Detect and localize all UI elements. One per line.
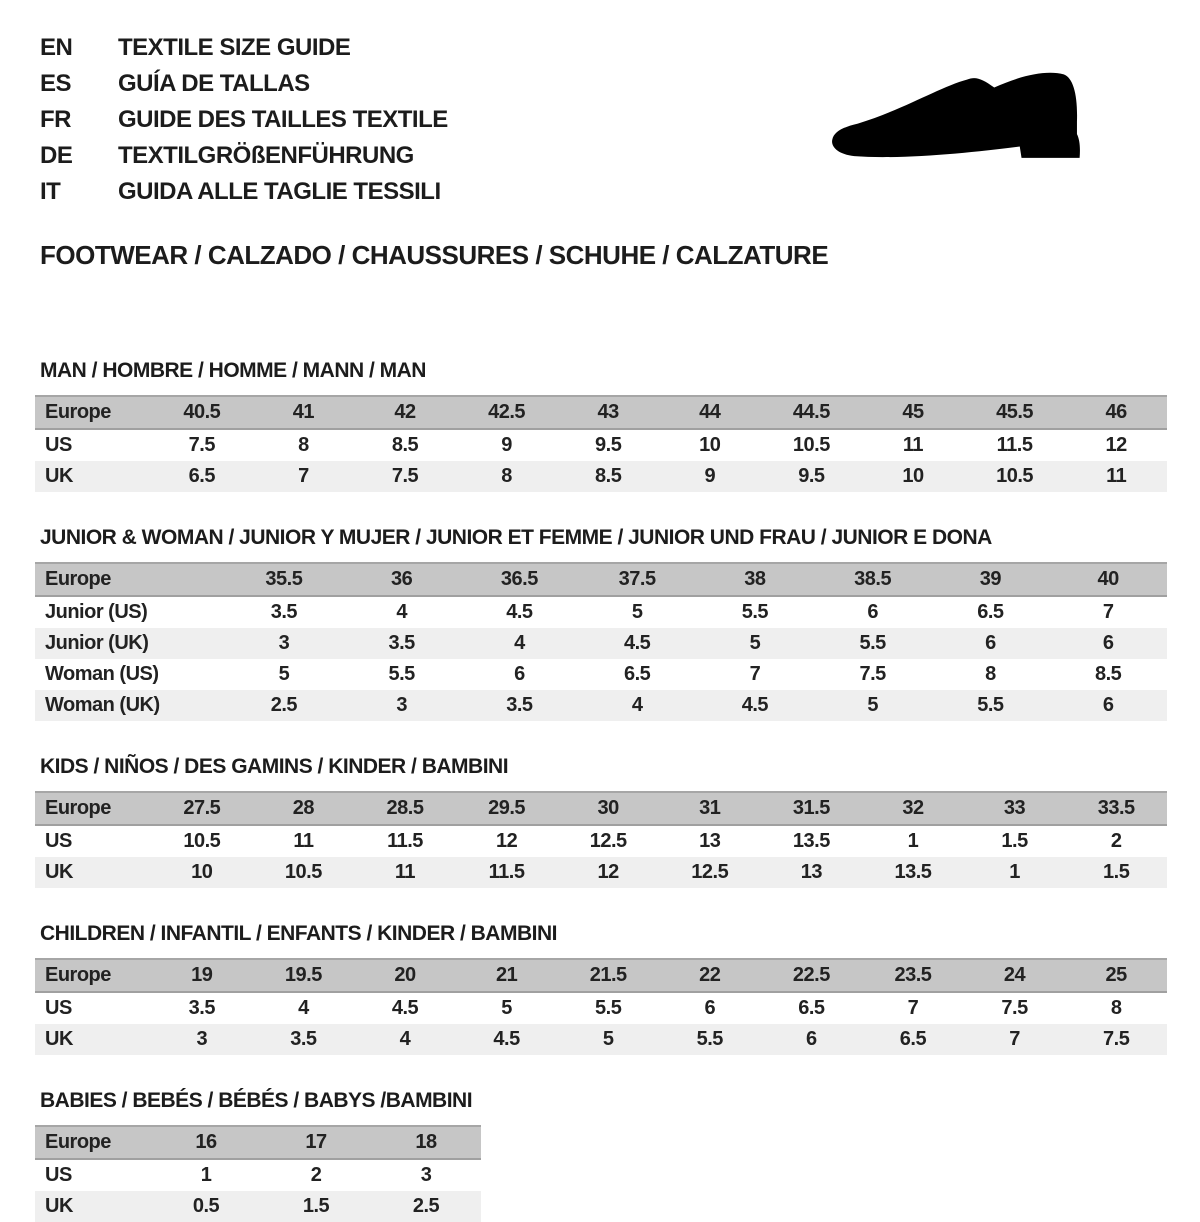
size-cell: 11.5 [996,434,1033,456]
table-row-children-uk [35,1024,1167,1055]
size-cell: 4 [514,632,525,654]
size-cell: 31 [659,792,761,825]
table-row-man-us [35,429,1167,461]
size-cell: 6.5 [623,663,651,685]
size-cell: 29.5 [456,792,558,825]
language-title: GUIDE DES TAILLES TEXTILE [118,106,448,133]
size-cell: 18 [371,1126,481,1159]
size-cell: 33 [964,792,1066,825]
size-cell: 12 [1105,434,1127,456]
section-title-babies: BABIES / BEBÉS / BÉBÉS / BABYS /BAMBINI [40,1089,473,1112]
row-label: Europe [35,792,151,825]
size-cell: 28 [253,792,355,825]
size-cell: 35.5 [225,563,343,596]
size-cell: 6 [985,632,996,654]
size-cell: 4 [396,601,407,623]
size-cell: 19 [151,959,253,992]
size-cell: 3 [278,632,290,654]
section-title-man: MAN / HOMBRE / HOMME / MANN / MAN [40,359,426,382]
row-label: US [45,434,72,456]
size-cell: 7 [298,465,309,487]
size-cell: 5 [602,1028,614,1050]
size-cell: 4.5 [741,694,769,716]
language-code: EN [40,34,73,61]
size-cell: 31.5 [761,792,863,825]
size-cell: 1.5 [1001,830,1028,852]
table-row-babies-us [35,1159,481,1191]
size-cell: 11.5 [488,861,525,883]
table-row-kids-us [35,825,1167,857]
size-cell: 36 [343,563,461,596]
size-cell: 21.5 [557,959,659,992]
size-cell: 5.5 [595,997,622,1019]
size-cell: 6 [806,1028,817,1050]
size-cell: 22 [659,959,761,992]
row-label: UK [45,1028,73,1050]
size-cell: 38.5 [814,563,932,596]
size-cell: 1.5 [1103,861,1130,883]
size-cell: 13 [699,830,721,852]
row-label: Woman (US) [45,663,159,685]
size-section-children [35,922,1200,1055]
size-cell: 36.5 [461,563,579,596]
size-cell: 6.5 [899,1028,927,1050]
size-cell: 42 [354,396,456,429]
size-cell: 8.5 [1094,663,1122,685]
size-table-man [35,395,1167,492]
size-section-junior-woman [35,526,1200,721]
size-cell: 9.5 [595,434,622,456]
size-cell: 4 [298,997,309,1019]
size-cell: 3.5 [388,632,415,654]
size-cell: 3.5 [188,997,215,1019]
size-cell: 16 [151,1126,261,1159]
size-cell: 7.5 [188,434,215,456]
size-cell: 24 [964,959,1066,992]
size-cell: 11 [394,861,416,883]
size-cell: 22.5 [761,959,863,992]
size-cell: 32 [862,792,964,825]
language-code: IT [40,178,61,205]
size-cell: 8 [985,663,996,685]
table-row-babies-uk [35,1191,481,1222]
table-row-kids-uk [35,857,1167,888]
table-row-kids-europe [35,792,1167,825]
row-label: Woman (UK) [45,694,160,716]
size-table-children [35,958,1167,1055]
section-title-kids: KIDS / NIÑOS / DES GAMINS / KINDER / BAMBINI [40,755,509,778]
size-cell: 6.5 [977,601,1004,623]
size-cell: 13.5 [894,861,932,883]
size-cell: 30 [557,792,659,825]
category-title: FOOTWEAR / CALZADO / CHAUSSURES / SCHUHE / CALZATURE [40,240,829,270]
size-cell: 11 [293,830,314,852]
size-cell: 12 [597,861,619,883]
size-cell: 37.5 [578,563,696,596]
size-cell: 10 [191,861,213,883]
size-cell: 6 [1102,632,1114,654]
size-cell: 8.5 [391,434,419,456]
size-cell: 7 [1009,1028,1020,1050]
size-cell: 13 [800,861,822,883]
size-cell: 3.5 [506,694,533,716]
size-table-kids [35,791,1167,888]
size-cell: 2 [1110,830,1122,852]
table-row-children-us [35,992,1167,1024]
row-label: Europe [35,396,151,429]
size-cell: 5.5 [741,601,769,623]
language-title: TEXTILGRÖßENFÜHRUNG [118,142,414,169]
table-row-junior-woman-woman-uk- [35,690,1167,721]
size-cell: 10.5 [284,861,322,883]
size-cell: 7.5 [859,663,886,685]
size-cell: 21 [456,959,558,992]
size-cell: 43 [557,396,659,429]
size-cell: 5 [501,997,512,1019]
size-cell: 7.5 [1103,1028,1130,1050]
size-cell: 3 [196,1028,208,1050]
table-row-children-europe [35,959,1167,992]
row-label: US [45,1164,72,1186]
language-code: DE [40,142,73,169]
size-cell: 7 [907,997,919,1019]
size-cell: 6 [1102,694,1114,716]
size-cell: 10.5 [183,830,221,852]
row-label: US [45,830,72,852]
size-cell: 41 [253,396,355,429]
section-title-junior-woman: JUNIOR & WOMAN / JUNIOR Y MUJER / JUNIOR ET FEMME / JUNIOR UND FRAU / JUNIOR E DONA [40,526,992,549]
size-cell: 7 [749,663,761,685]
size-cell: 5.5 [859,632,886,654]
size-cell: 9 [704,465,716,487]
size-cell: 8.5 [595,465,622,487]
size-cell: 10 [902,465,924,487]
size-cell: 11 [1106,465,1127,487]
size-cell: 4 [399,1028,411,1050]
table-row-junior-woman-europe [35,563,1167,596]
size-cell: 3.5 [290,1028,317,1050]
size-cell: 2 [310,1164,322,1186]
dress-shoe-icon [806,62,1142,194]
size-cell: 42.5 [456,396,558,429]
size-cell: 38 [696,563,814,596]
table-row-babies-europe [35,1126,481,1159]
size-cell: 6 [704,997,716,1019]
size-cell: 4.5 [623,632,651,654]
row-label: UK [45,861,73,883]
table-row-junior-woman-junior-uk- [35,628,1167,659]
size-cell: 6 [514,663,525,685]
size-cell: 5.5 [977,694,1004,716]
row-label: UK [45,1195,73,1217]
size-cell: 40.5 [151,396,253,429]
size-cell: 4.5 [391,997,419,1019]
table-row-junior-woman-junior-us- [35,596,1167,628]
size-cell: 8 [1110,997,1122,1019]
size-section-man [35,359,1200,492]
size-cell: 1 [200,1164,212,1186]
size-cell: 3 [420,1164,432,1186]
size-cell: 8 [501,465,512,487]
size-section-babies [35,1089,1200,1222]
size-cell: 39 [932,563,1050,596]
size-table-junior-woman [35,562,1167,721]
size-cell: 27.5 [151,792,253,825]
size-cell: 1 [907,830,919,852]
size-cell: 44 [659,396,761,429]
size-cell: 11 [902,434,924,456]
table-row-junior-woman-woman-us- [35,659,1167,690]
table-row-man-uk [35,461,1167,492]
size-cell: 1 [1009,861,1020,883]
row-label: Europe [35,1126,151,1159]
size-cell: 10.5 [792,434,830,456]
size-cell: 6 [867,601,878,623]
size-cell: 7 [1102,601,1114,623]
size-cell: 45.5 [964,396,1066,429]
size-cell: 0.5 [192,1195,220,1217]
size-cell: 20 [354,959,456,992]
size-cell: 12.5 [589,830,627,852]
size-cell: 10 [699,434,721,456]
size-cell: 40 [1049,563,1167,596]
size-cell: 4.5 [493,1028,520,1050]
size-table-babies [35,1125,481,1222]
language-title: GUIDA ALLE TAGLIE TESSILI [118,178,441,205]
language-code: ES [40,70,72,97]
size-cell: 46 [1065,396,1167,429]
size-cell: 5 [749,632,761,654]
size-cell: 17 [261,1126,371,1159]
size-cell: 1.5 [302,1195,330,1217]
size-cell: 11.5 [387,830,423,852]
size-cell: 2.5 [270,694,298,716]
language-title: GUÍA DE TALLAS [118,70,310,97]
size-cell: 2.5 [412,1195,440,1217]
size-cell: 12.5 [691,861,729,883]
size-cell: 5.5 [696,1028,723,1050]
section-title-children: CHILDREN / INFANTIL / ENFANTS / KINDER / BAMBINI [40,922,557,945]
size-cell: 6.5 [798,997,825,1019]
size-cell: 3 [396,694,407,716]
row-label: Europe [35,563,225,596]
table-row-man-europe [35,396,1167,429]
size-cell: 5.5 [388,663,415,685]
size-cell: 9 [501,434,512,456]
size-cell: 5 [867,694,878,716]
size-cell: 13.5 [792,830,830,852]
size-cell: 23.5 [862,959,964,992]
size-cell: 28.5 [354,792,456,825]
size-cell: 4 [631,694,643,716]
size-cell: 7.5 [391,465,419,487]
language-code: FR [40,106,71,133]
size-cell: 6.5 [188,465,215,487]
row-label: Junior (UK) [45,632,149,654]
size-tables [0,359,1200,1222]
row-label: Junior (US) [45,601,148,623]
row-label: UK [45,465,73,487]
size-cell: 8 [298,434,309,456]
language-title: TEXTILE SIZE GUIDE [118,34,351,61]
size-cell: 33.5 [1065,792,1167,825]
size-cell: 10.5 [996,465,1034,487]
size-cell: 44.5 [761,396,863,429]
size-cell: 5 [631,601,643,623]
size-cell: 12 [495,830,518,852]
header [0,0,1200,214]
size-section-kids [35,755,1200,888]
size-cell: 9.5 [798,465,825,487]
row-label: Europe [35,959,151,992]
size-cell: 5 [278,663,290,685]
size-cell: 45 [862,396,964,429]
size-cell: 4.5 [506,601,533,623]
row-label: US [45,997,72,1019]
size-cell: 25 [1065,959,1167,992]
size-cell: 7.5 [1001,997,1028,1019]
size-cell: 19.5 [253,959,355,992]
size-cell: 3.5 [270,601,298,623]
